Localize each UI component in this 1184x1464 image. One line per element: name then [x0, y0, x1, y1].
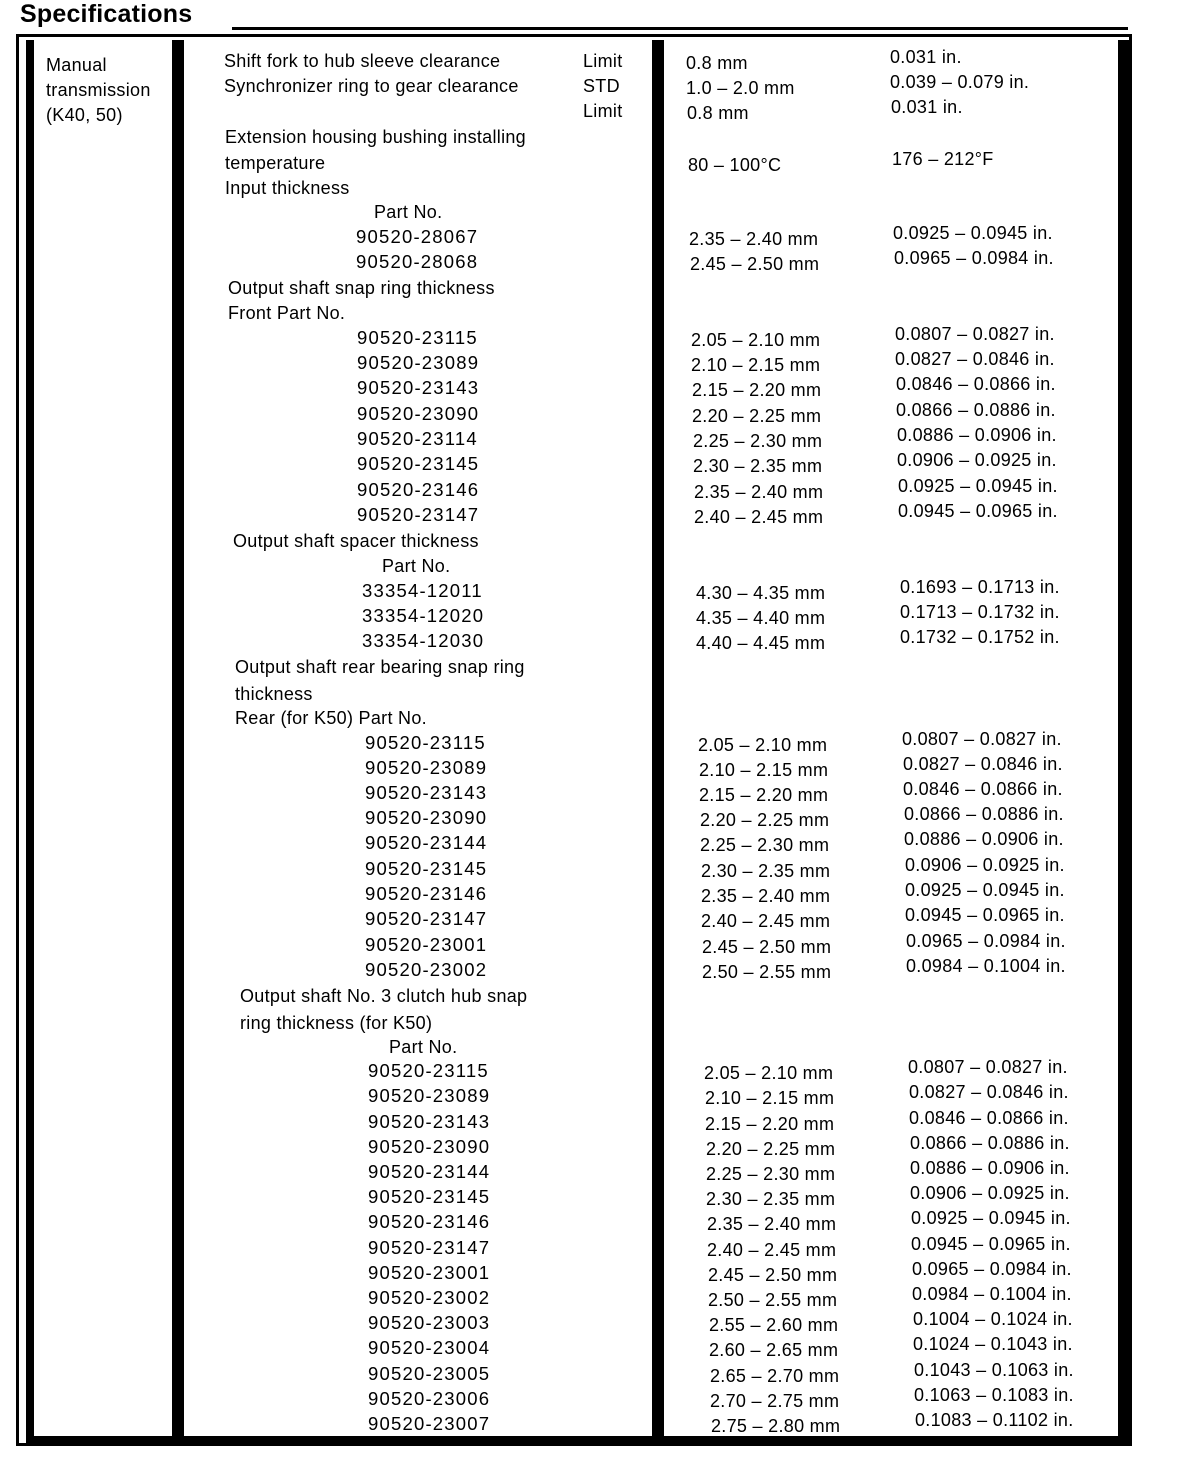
- value-mm: 2.20 – 2.25 mm: [706, 1139, 836, 1159]
- value-mm: 2.45 – 2.50 mm: [690, 254, 820, 274]
- value-mm: 2.40 – 2.45 mm: [707, 1240, 837, 1260]
- value-mm: 2.15 – 2.20 mm: [692, 380, 822, 400]
- value-inch: 0.1732 – 0.1752 in.: [900, 627, 1060, 647]
- category-line-1: Manual: [46, 55, 107, 75]
- value-mm: 2.55 – 2.60 mm: [709, 1315, 839, 1335]
- value-inch: 0.0945 – 0.0965 in.: [898, 501, 1058, 521]
- part-number: 90520-23003: [368, 1312, 491, 1333]
- part-number: 90520-23146: [357, 479, 480, 500]
- part-number: 90520-23145: [357, 453, 480, 474]
- part-number: 90520-23143: [357, 377, 480, 398]
- value-mm: 2.10 – 2.15 mm: [699, 760, 829, 780]
- part-number: 90520-23002: [365, 959, 488, 980]
- value-mm: 2.25 – 2.30 mm: [700, 835, 830, 855]
- value-inch: 0.031 in.: [891, 97, 963, 117]
- value-inch: 0.0827 – 0.0846 in.: [903, 754, 1063, 774]
- value-inch: 0.0827 – 0.0846 in.: [895, 349, 1055, 369]
- part-number: 90520-23147: [365, 908, 488, 929]
- value-mm: 0.8 mm: [686, 53, 748, 73]
- value-inch: 0.0807 – 0.0827 in.: [908, 1057, 1068, 1077]
- spec-label: Synchronizer ring to gear clearance: [224, 76, 519, 96]
- spec-label: Part No.: [389, 1037, 458, 1057]
- value-mm: 2.45 – 2.50 mm: [702, 937, 832, 957]
- value-mm: 1.0 – 2.0 mm: [686, 78, 795, 98]
- value-mm: 2.70 – 2.75 mm: [710, 1391, 840, 1411]
- value-mm: 2.40 – 2.45 mm: [701, 911, 831, 931]
- value-inch: 0.1024 – 0.1043 in.: [913, 1334, 1073, 1354]
- part-number: 90520-23090: [368, 1136, 491, 1157]
- value-inch: 0.0945 – 0.0965 in.: [905, 905, 1065, 925]
- column-divider-3: [652, 40, 664, 1444]
- part-number: 90520-23146: [368, 1211, 491, 1232]
- column-divider-2: [172, 40, 184, 1444]
- value-inch: 0.0846 – 0.0866 in.: [903, 779, 1063, 799]
- value-mm: 4.40 – 4.45 mm: [696, 633, 826, 653]
- value-inch: 0.0827 – 0.0846 in.: [909, 1082, 1069, 1102]
- value-inch: 0.0965 – 0.0984 in.: [894, 248, 1054, 268]
- value-mm: 2.30 – 2.35 mm: [706, 1189, 836, 1209]
- value-inch: 0.1004 – 0.1024 in.: [913, 1309, 1073, 1329]
- value-inch: 0.0906 – 0.0925 in.: [897, 450, 1057, 470]
- value-inch: 0.0886 – 0.0906 in.: [904, 829, 1064, 849]
- page-title: Specifications: [20, 0, 193, 28]
- part-number: 90520-28067: [356, 226, 479, 247]
- value-inch: 0.0965 – 0.0984 in.: [906, 931, 1066, 951]
- value-inch: 0.0984 – 0.1004 in.: [906, 956, 1066, 976]
- value-mm: 2.75 – 2.80 mm: [711, 1416, 841, 1436]
- part-number: 90520-28068: [356, 251, 479, 272]
- part-number: 90520-23006: [368, 1388, 491, 1409]
- value-mm: 0.8 mm: [687, 103, 749, 123]
- spec-label: Output shaft rear bearing snap ring: [235, 657, 525, 677]
- part-number: 90520-23004: [368, 1337, 491, 1358]
- value-inch: 0.031 in.: [890, 47, 962, 67]
- part-number: 90520-23002: [368, 1287, 491, 1308]
- spec-type: Limit: [583, 51, 623, 71]
- part-number: 90520-23146: [365, 883, 488, 904]
- spec-label: temperature: [225, 153, 326, 173]
- value-mm: 2.45 – 2.50 mm: [708, 1265, 838, 1285]
- value-inch: 0.1713 – 0.1732 in.: [900, 602, 1060, 622]
- part-number: 90520-23115: [368, 1060, 489, 1081]
- value-inch: 0.1043 – 0.1063 in.: [914, 1360, 1074, 1380]
- part-number: 90520-23001: [365, 934, 488, 955]
- value-inch: 0.0886 – 0.0906 in.: [910, 1158, 1070, 1178]
- value-mm: 2.30 – 2.35 mm: [693, 456, 823, 476]
- spec-label: Output shaft spacer thickness: [233, 531, 479, 551]
- value-mm: 2.35 – 2.40 mm: [707, 1214, 837, 1234]
- value-mm: 2.20 – 2.25 mm: [700, 810, 830, 830]
- spec-label: Rear (for K50) Part No.: [235, 708, 427, 728]
- column-divider-1: [26, 40, 34, 1444]
- part-number: 90520-23144: [365, 832, 488, 853]
- value-inch: 176 – 212°F: [892, 149, 994, 169]
- value-inch: 0.0906 – 0.0925 in.: [910, 1183, 1070, 1203]
- part-number: 33354-12030: [362, 630, 485, 651]
- part-number: 90520-23089: [368, 1085, 491, 1106]
- part-number: 90520-23147: [357, 504, 480, 525]
- value-inch: 0.0807 – 0.0827 in.: [902, 729, 1062, 749]
- category-line-3: (K40, 50): [46, 105, 123, 125]
- part-number: 90520-23145: [368, 1186, 491, 1207]
- spec-label: Output shaft No. 3 clutch hub snap: [240, 986, 528, 1006]
- value-mm: 2.05 – 2.10 mm: [691, 330, 821, 350]
- part-number: 90520-23144: [368, 1161, 491, 1182]
- value-mm: 2.20 – 2.25 mm: [692, 406, 822, 426]
- value-mm: 2.10 – 2.15 mm: [691, 355, 821, 375]
- value-mm: 2.35 – 2.40 mm: [694, 482, 824, 502]
- value-inch: 0.0925 – 0.0945 in.: [905, 880, 1065, 900]
- value-inch: 0.0886 – 0.0906 in.: [897, 425, 1057, 445]
- value-inch: 0.1083 – 0.1102 in.: [915, 1410, 1074, 1430]
- title-rule: [232, 27, 1128, 30]
- part-number: 90520-23145: [365, 858, 488, 879]
- value-mm: 2.65 – 2.70 mm: [710, 1366, 840, 1386]
- value-mm: 2.25 – 2.30 mm: [706, 1164, 836, 1184]
- value-mm: 2.05 – 2.10 mm: [698, 735, 828, 755]
- value-inch: 0.0925 – 0.0945 in.: [898, 476, 1058, 496]
- value-inch: 0.1693 – 0.1713 in.: [900, 577, 1060, 597]
- spec-label: ring thickness (for K50): [240, 1013, 433, 1033]
- value-mm: 2.05 – 2.10 mm: [704, 1063, 834, 1083]
- spec-label: Extension housing bushing installing: [225, 127, 526, 147]
- value-inch: 0.0846 – 0.0866 in.: [909, 1108, 1069, 1128]
- value-mm: 2.15 – 2.20 mm: [699, 785, 829, 805]
- part-number: 90520-23114: [357, 428, 478, 449]
- part-number: 90520-23090: [365, 807, 488, 828]
- value-mm: 2.50 – 2.55 mm: [708, 1290, 838, 1310]
- spec-label: Input thickness: [225, 178, 350, 198]
- value-inch: 0.0866 – 0.0886 in.: [910, 1133, 1070, 1153]
- part-number: 90520-23147: [368, 1237, 491, 1258]
- part-number: 90520-23005: [368, 1363, 491, 1384]
- spec-label: Output shaft snap ring thickness: [228, 278, 495, 298]
- part-number: 90520-23115: [365, 732, 486, 753]
- spec-label: Front Part No.: [228, 303, 346, 323]
- value-inch: 0.0866 – 0.0886 in.: [896, 400, 1056, 420]
- value-mm: 2.40 – 2.45 mm: [694, 507, 824, 527]
- category-line-2: transmission: [46, 80, 151, 100]
- value-mm: 80 – 100°C: [688, 155, 782, 175]
- value-inch: 0.0925 – 0.0945 in.: [893, 223, 1053, 243]
- part-number: 90520-23007: [368, 1413, 491, 1434]
- value-inch: 0.0945 – 0.0965 in.: [911, 1234, 1071, 1254]
- spec-type: Limit: [583, 101, 623, 121]
- part-number: 90520-23115: [357, 327, 478, 348]
- bottom-rule: [26, 1436, 1130, 1444]
- spec-label: Part No.: [382, 556, 451, 576]
- spec-label: thickness: [235, 684, 313, 704]
- value-inch: 0.0846 – 0.0866 in.: [896, 374, 1056, 394]
- value-inch: 0.0925 – 0.0945 in.: [911, 1208, 1071, 1228]
- value-inch: 0.0866 – 0.0886 in.: [904, 804, 1064, 824]
- part-number: 33354-12020: [362, 605, 485, 626]
- value-mm: 2.60 – 2.65 mm: [709, 1340, 839, 1360]
- spec-type: STD: [583, 76, 620, 96]
- value-inch: 0.1063 – 0.1083 in.: [914, 1385, 1074, 1405]
- part-number: 90520-23089: [357, 352, 480, 373]
- value-mm: 4.35 – 4.40 mm: [696, 608, 826, 628]
- spec-label: Part No.: [374, 202, 443, 222]
- value-mm: 2.10 – 2.15 mm: [705, 1088, 835, 1108]
- value-inch: 0.0965 – 0.0984 in.: [912, 1259, 1072, 1279]
- value-mm: 2.50 – 2.55 mm: [702, 962, 832, 982]
- value-mm: 2.30 – 2.35 mm: [701, 861, 831, 881]
- part-number: 90520-23001: [368, 1262, 491, 1283]
- column-divider-4: [1118, 40, 1130, 1444]
- value-mm: 2.15 – 2.20 mm: [705, 1114, 835, 1134]
- value-mm: 2.35 – 2.40 mm: [689, 229, 819, 249]
- value-mm: 4.30 – 4.35 mm: [696, 583, 826, 603]
- value-mm: 2.35 – 2.40 mm: [701, 886, 831, 906]
- spec-label: Shift fork to hub sleeve clearance: [224, 51, 501, 71]
- part-number: 90520-23143: [365, 782, 488, 803]
- value-inch: 0.0906 – 0.0925 in.: [905, 855, 1065, 875]
- value-inch: 0.0984 – 0.1004 in.: [912, 1284, 1072, 1304]
- part-number: 33354-12011: [362, 580, 483, 601]
- part-number: 90520-23089: [365, 757, 488, 778]
- part-number: 90520-23143: [368, 1111, 491, 1132]
- value-mm: 2.25 – 2.30 mm: [693, 431, 823, 451]
- value-inch: 0.039 – 0.079 in.: [890, 72, 1030, 92]
- value-inch: 0.0807 – 0.0827 in.: [895, 324, 1055, 344]
- part-number: 90520-23090: [357, 403, 480, 424]
